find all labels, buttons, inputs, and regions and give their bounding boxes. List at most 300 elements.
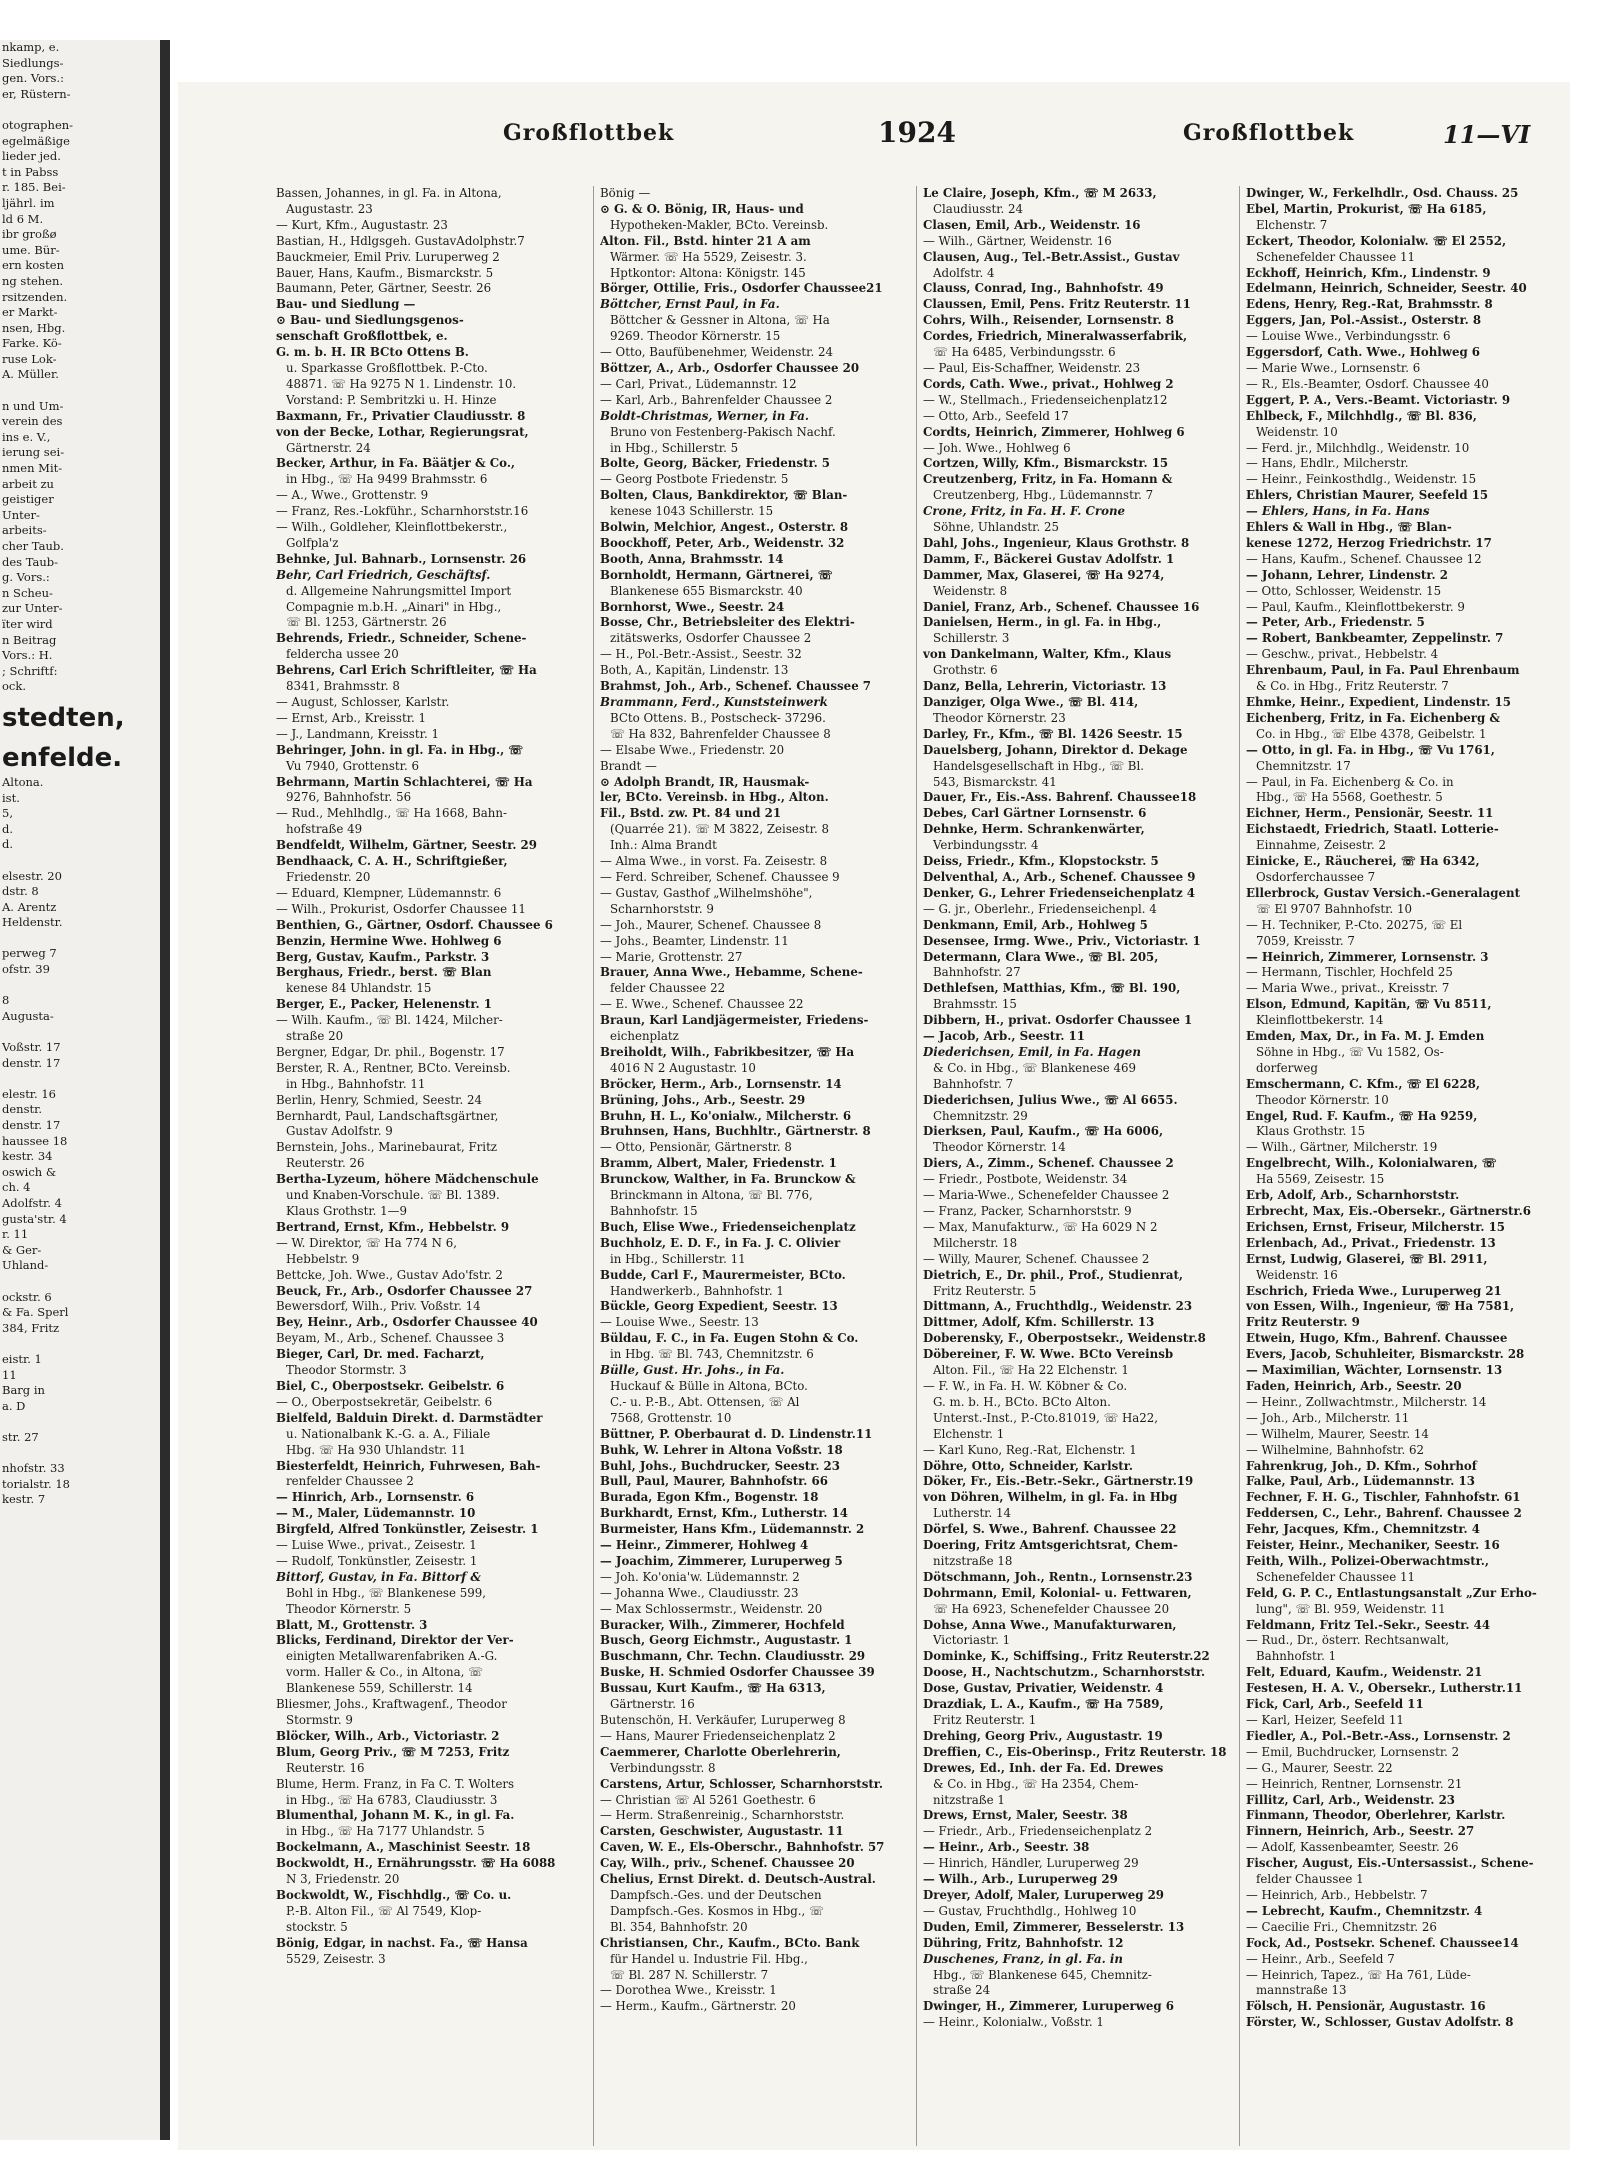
- directory-entry: Eichstaedt, Friedrich, Staatl. Lotterie-: [1246, 822, 1499, 837]
- directory-entry: renfelder Chaussee 2: [286, 1474, 414, 1489]
- directory-entry: Blum, Georg Priv., ☏ M 7253, Fritz: [276, 1744, 510, 1759]
- page-header: [178, 82, 1570, 154]
- directory-entry: Hbg., ☏ Blankenese 645, Chemnitz-: [933, 1967, 1152, 1982]
- left-strip-line: ierung sei-: [2, 445, 65, 460]
- directory-entry: — Kurt, Kfm., Augustastr. 23: [276, 217, 448, 232]
- directory-entry: und Knaben-Vorschule. ☏ Bl. 1389.: [286, 1188, 500, 1203]
- directory-entry: Festesen, H. A. V., Obersekr., Lutherstr.11: [1246, 1681, 1523, 1696]
- left-strip-line: cher Taub.: [2, 539, 64, 553]
- directory-entry: — Hans, Ehdlr., Milcherstr.: [1246, 456, 1409, 471]
- directory-entry: Bassen, Johannes, in gl. Fa. in Altona,: [276, 186, 502, 200]
- directory-entry: Huckauf & Bülle in Altona, BCto.: [610, 1378, 808, 1393]
- left-strip-line: Heldenstr.: [2, 915, 63, 930]
- directory-entry: Dahl, Johs., Ingenieur, Klaus Grothstr. 8: [923, 535, 1190, 550]
- directory-entry: Felt, Eduard, Kaufm., Weidenstr. 21: [1246, 1665, 1483, 1680]
- directory-entry: Bauer, Hans, Kaufm., Bismarckstr. 5: [276, 265, 494, 280]
- directory-entry: Bülle, Gust. Hr. Johs., in Fa.: [600, 1363, 785, 1378]
- directory-entry: — Otto, Baufübenehmer, Weidenstr. 24: [600, 345, 833, 360]
- directory-entry: Eckert, Theodor, Kolonialw. ☏ El 2552,: [1246, 233, 1507, 248]
- left-strip-line: arbeit zu: [2, 476, 54, 491]
- directory-entry: — Rud., Dr., österr. Rechtsanwalt,: [1246, 1633, 1450, 1648]
- directory-entry: Bröcker, Herm., Arb., Lornsenstr. 14: [600, 1076, 842, 1091]
- directory-entry: Fahrenkrug, Joh., D. Kfm., Sohrhof: [1246, 1458, 1477, 1473]
- header-right-place: Großflottbek: [1183, 120, 1355, 146]
- directory-entry: Dwinger, W., Ferkelhdlr., Osd. Chauss. 25: [1246, 186, 1519, 200]
- directory-entry: hofstraße 49: [286, 822, 363, 837]
- directory-entry: Handelsgesellschaft in Hbg., ☏ Bl.: [933, 758, 1144, 773]
- directory-entry: Cords, Cath. Wwe., privat., Hohlweg 2: [923, 376, 1174, 391]
- directory-entry: feldercha ussee 20: [286, 647, 399, 662]
- left-strip-line: r. 11: [2, 1227, 29, 1242]
- directory-entry: Drews, Ernst, Maler, Seestr. 38: [923, 1808, 1128, 1823]
- directory-entry: Friedenstr. 20: [286, 869, 371, 884]
- directory-entry: Bahnhofstr. 27: [933, 965, 1021, 980]
- directory-entry: Wärmer. ☏ Ha 5529, Zeisestr. 3.: [610, 249, 807, 264]
- directory-entry: Chelius, Ernst Direkt. d. Deutsch-Austral.: [600, 1872, 876, 1887]
- left-strip-line: nmen Mit-: [2, 461, 63, 476]
- directory-entry: — G., Maurer, Seestr. 22: [1246, 1760, 1393, 1775]
- directory-entry: Feister, Heinr., Mechaniker, Seestr. 16: [1246, 1538, 1500, 1553]
- directory-entry: — Wilh., Arb., Luruperweg 29: [923, 1872, 1118, 1887]
- directory-entry: Bornhorst, Wwe., Seestr. 24: [600, 599, 785, 614]
- directory-entry: — Wilh., Prokurist, Osdorfer Chaussee 11: [276, 901, 526, 916]
- directory-entry: Clauss, Conrad, Ing., Bahnhofstr. 49: [923, 281, 1164, 296]
- directory-entry: Berlin, Henry, Schmied, Seestr. 24: [276, 1092, 483, 1107]
- left-strip-line: Siedlungs-: [2, 55, 64, 70]
- directory-entry: Dampfsch.-Ges. Kosmos in Hbg., ☏: [610, 1903, 824, 1918]
- directory-entry: Gustav Adolfstr. 9: [286, 1124, 393, 1139]
- left-strip-line: Augusta-: [2, 1008, 54, 1023]
- left-strip-line: lieder jed.: [2, 149, 61, 164]
- directory-entry: C.- u. P.-B., Abt. Ottensen, ☏ Al: [610, 1394, 800, 1409]
- directory-entry: Emden, Max, Dr., in Fa. M. J. Emden: [1246, 1029, 1485, 1044]
- directory-entry: Brinckmann in Altona, ☏ Bl. 776,: [610, 1188, 813, 1203]
- left-strip-line: torialstr. 18: [2, 1476, 70, 1491]
- directory-entry: Fritz Reuterstr. 5: [933, 1283, 1037, 1298]
- directory-entry: Carsten, Geschwister, Augustastr. 11: [600, 1824, 844, 1839]
- directory-entry: Vorstand: P. Sembritzki u. H. Hinze: [286, 392, 497, 407]
- directory-entry: Milcherstr. 18: [933, 1235, 1018, 1250]
- left-strip-line: rsitzenden.: [2, 289, 68, 304]
- directory-entry: Bauckmeier, Emil Priv. Luruperweg 2: [276, 249, 500, 264]
- left-strip-line: nsen, Hbg.: [2, 320, 66, 335]
- left-strip-line: kestr. 7: [2, 1492, 46, 1507]
- directory-entry: Buhk, W. Lehrer in Altona Voßstr. 18: [600, 1442, 843, 1457]
- directory-entry: Feith, Wilh., Polizei-Oberwachtmstr.,: [1246, 1553, 1489, 1568]
- left-strip-line: gusta'str. 4: [2, 1211, 67, 1226]
- directory-entry: Benthien, G., Gärtner, Osdorf. Chaussee 6: [276, 917, 553, 932]
- directory-entry: Doose, H., Nachtschutzm., Scharnhorststr.: [923, 1665, 1206, 1680]
- directory-entry: — Rud., Mehlhdlg., ☏ Ha 1668, Bahn-: [276, 806, 507, 821]
- directory-entry: zitätswerks, Osdorfer Chaussee 2: [610, 631, 812, 646]
- directory-entry: Behnke, Jul. Bahnarb., Lornsenstr. 26: [276, 551, 527, 566]
- directory-entry: Bielfeld, Balduin Direkt. d. Darmstädter: [276, 1410, 543, 1425]
- left-strip-line: oswich &: [2, 1164, 57, 1179]
- directory-entry: — F. W., in Fa. H. W. Köbner & Co.: [923, 1378, 1128, 1393]
- left-strip-line: verein des: [2, 414, 63, 429]
- directory-entry: Feddersen, C., Lehr., Bahrenf. Chaussee 2: [1246, 1506, 1522, 1521]
- directory-entry: Victoriastr. 1: [933, 1633, 1011, 1648]
- directory-entry: in Hbg., Schillerstr. 5: [610, 440, 739, 455]
- directory-entry: Hbg., ☏ Ha 5568, Goethestr. 5: [1256, 790, 1443, 805]
- directory-entry: Eggers, Jan, Pol.-Assist., Osterstr. 8: [1246, 313, 1482, 328]
- directory-entry: Dörfel, S. Wwe., Bahrenf. Chaussee 22: [923, 1522, 1177, 1537]
- directory-entry: — O., Oberpostsekretär, Geibelstr. 6: [276, 1394, 493, 1409]
- directory-entry: Dauelsberg, Johann, Direktor d. Dekage: [923, 742, 1188, 757]
- directory-entry: Buchholz, E. D. F., in Fa. J. C. Olivier: [600, 1235, 841, 1250]
- left-strip-line: des Taub-: [2, 554, 59, 569]
- directory-entry: Bönig —: [600, 186, 651, 200]
- directory-entry: Daniel, Franz, Arb., Schenef. Chaussee 16: [923, 599, 1200, 614]
- directory-entry: — H., Pol.-Betr.-Assist., Seestr. 32: [600, 647, 802, 662]
- directory-entry: — Joh. Ko'onia'w. Lüdemannstr. 2: [600, 1569, 800, 1584]
- directory-entry: Ehlbeck, F., Milchhdlg., ☏ Bl. 836,: [1246, 408, 1477, 423]
- directory-entry: Handwerkerb., Bahnhofstr. 1: [610, 1283, 784, 1298]
- directory-entry: (Quarrée 21). ☏ M 3822, Zeisestr. 8: [610, 822, 829, 837]
- directory-entry: — Heinrich, Arb., Hebbelstr. 7: [1246, 1887, 1428, 1902]
- directory-entry: Bergner, Edgar, Dr. phil., Bogenstr. 17: [276, 1044, 505, 1059]
- directory-entry: 4016 N 2 Augustastr. 10: [610, 1060, 756, 1075]
- directory-entry: Bewersdorf, Wilh., Priv. Voßstr. 14: [276, 1299, 481, 1314]
- directory-entry: — Wilh. Kaufm., ☏ Bl. 1424, Milcher-: [276, 1013, 503, 1028]
- directory-entry: in Hbg., ☏ Ha 6783, Claudiusstr. 3: [286, 1792, 498, 1807]
- directory-entry: Compagnie m.b.H. „Ainari" in Hbg.,: [286, 599, 502, 614]
- directory-entry: — G. jr., Oberlehr., Friedenseichenpl. 4: [923, 901, 1157, 916]
- directory-entry: — Caecilie Fri., Chemnitzstr. 26: [1246, 1919, 1437, 1934]
- directory-entry: Fillitz, Carl, Arb., Weidenstr. 23: [1246, 1792, 1456, 1807]
- directory-entry: Fölsch, H. Pensionär, Augustastr. 16: [1246, 1999, 1486, 2014]
- directory-entry: Berghaus, Friedr., berst. ☏ Blan: [276, 965, 492, 980]
- directory-column-1: [270, 186, 593, 2146]
- left-strip-line: er Markt-: [2, 305, 58, 320]
- directory-entry: Blöcker, Wilh., Arb., Victoriastr. 2: [276, 1728, 500, 1743]
- directory-entry: — Friedr., Arb., Friedenseichenplatz 2: [923, 1824, 1153, 1839]
- directory-entry: — Christian ☏ Al 5261 Goethestr. 6: [600, 1792, 816, 1807]
- directory-entry: Brunckow, Walther, in Fa. Brunckow &: [600, 1172, 856, 1187]
- directory-entry: Claudiusstr. 24: [933, 201, 1024, 216]
- directory-entry: Bahnhofstr. 7: [933, 1076, 1014, 1091]
- directory-entry: — Karl, Arb., Bahrenfelder Chaussee 2: [600, 392, 833, 407]
- directory-entry: Burmeister, Hans Kfm., Lüdemannstr. 2: [600, 1522, 865, 1537]
- directory-entry: Fischer, August, Eis.-Untersassist., Schene-: [1246, 1856, 1534, 1871]
- directory-entry: Gärtnerstr. 16: [610, 1697, 695, 1712]
- directory-entry: Bahnhofstr. 1: [1256, 1649, 1337, 1664]
- directory-entry: Theodor Körnerstr. 5: [286, 1601, 412, 1616]
- directory-entry: — Adolf, Kassenbeamter, Seestr. 26: [1246, 1840, 1459, 1855]
- directory-entry: — Heinrich, Tapez., ☏ Ha 761, Lüde-: [1246, 1967, 1471, 1982]
- left-strip-line: [0, 978, 160, 994]
- directory-entry: einigten Metallwarenfabriken A.-G.: [286, 1649, 498, 1664]
- directory-entry: Ehlers & Wall in Hbg., ☏ Blan-: [1246, 520, 1452, 535]
- directory-entry: — Joh., Arb., Milcherstr. 11: [1246, 1410, 1410, 1425]
- directory-entry: felder Chaussee 22: [610, 981, 726, 996]
- directory-entry: 7568, Grottenstr. 10: [610, 1410, 732, 1425]
- directory-entry: Bückle, Georg Expedient, Seestr. 13: [600, 1299, 838, 1314]
- directory-entry: Finmann, Theodor, Oberlehrer, Karlstr.: [1246, 1808, 1506, 1823]
- directory-entry: Döbereiner, F. W. Wwe. BCto Vereinsb: [923, 1347, 1174, 1362]
- left-strip-line: [0, 102, 160, 118]
- left-strip-line: t in Pabss: [2, 164, 59, 179]
- directory-entry: Fick, Carl, Arb., Seefeld 11: [1246, 1697, 1424, 1712]
- directory-entry: Drazdiak, L. A., Kaufm., ☏ Ha 7589,: [923, 1697, 1164, 1712]
- left-strip-line: 5,: [2, 806, 13, 821]
- left-strip-line: otographen-: [2, 117, 74, 132]
- directory-entry: stockstr. 5: [286, 1919, 348, 1934]
- directory-entry: — Louise Wwe., Verbindungsstr. 6: [1246, 329, 1451, 344]
- directory-entry: Bornholdt, Hermann, Gärtnerei, ☏: [600, 567, 833, 582]
- directory-entry: Cortzen, Willy, Kfm., Bismarckstr. 15: [923, 456, 1169, 471]
- directory-entry: Bahnhofstr. 15: [610, 1204, 698, 1218]
- directory-entry: Buhl, Johs., Buchdrucker, Seestr. 23: [600, 1458, 840, 1473]
- left-strip-line: perweg 7: [2, 946, 57, 961]
- left-strip-line: n und Um-: [2, 398, 64, 413]
- directory-entry: Bruhn, H. L., Ko'onialw., Milcherstr. 6: [600, 1108, 852, 1123]
- directory-entry: — Elsabe Wwe., Friedenstr. 20: [600, 742, 785, 757]
- directory-entry: Schenefelder Chaussee 11: [1256, 1569, 1415, 1584]
- directory-entry: — Joh., Maurer, Schenef. Chaussee 8: [600, 917, 822, 932]
- directory-entry: Brahmst, Joh., Arb., Schenef. Chaussee 7: [600, 679, 872, 694]
- directory-entry: — Wilhelm, Maurer, Seestr. 14: [1246, 1426, 1429, 1441]
- directory-entry: Engelbrecht, Wilh., Kolonialwaren, ☏: [1246, 1156, 1497, 1171]
- directory-entry: Ha 5569, Zeisestr. 15: [1256, 1172, 1385, 1187]
- directory-entry: Dominke, K., Schiffsing., Fritz Reuterstr.22: [923, 1649, 1210, 1664]
- directory-entry: — Herm. Straßenreinig., Scharnhorststr.: [600, 1808, 845, 1823]
- left-strip-line: n Scheu-: [2, 585, 53, 600]
- directory-entry: Beyam, M., Arb., Schenef. Chaussee 3: [276, 1331, 505, 1346]
- directory-entry: Bolten, Claus, Bankdirektor, ☏ Blan-: [600, 488, 848, 503]
- directory-entry: Böttcher, Ernst Paul, in Fa.: [600, 297, 780, 312]
- directory-entry: Bolwin, Melchior, Angest., Osterstr. 8: [600, 520, 849, 535]
- directory-entry: Eckhoff, Heinrich, Kfm., Lindenstr. 9: [1246, 265, 1491, 280]
- directory-entry: Biesterfeldt, Heinrich, Fuhrwesen, Bah-: [276, 1458, 541, 1473]
- directory-entry: Eichner, Herm., Pensionär, Seestr. 11: [1246, 806, 1494, 821]
- directory-entry: Busch, Georg Eichmstr., Augustastr. 1: [600, 1633, 853, 1648]
- directory-entry: Börger, Ottilie, Fris., Osdorfer Chaussee21: [600, 281, 883, 296]
- directory-entry: — Johanna Wwe., Claudiusstr. 23: [600, 1585, 799, 1600]
- directory-entry: Becker, Arthur, in Fa. Bäätjer & Co.,: [276, 456, 516, 471]
- left-strip-line: Barg in: [2, 1383, 45, 1398]
- directory-entry: Debes, Carl Gärtner Lornsenstr. 6: [923, 806, 1147, 821]
- directory-entry: Dittmer, Adolf, Kfm. Schillerstr. 13: [923, 1315, 1155, 1330]
- directory-entry: Erlenbach, Ad., Privat., Friedenstr. 13: [1246, 1235, 1496, 1250]
- directory-entry: Buracker, Wilh., Zimmerer, Hochfeld: [600, 1617, 845, 1632]
- directory-entry: — Geschw., privat., Hebbelstr. 4: [1246, 647, 1439, 662]
- directory-entry: Bertrand, Ernst, Kfm., Hebbelstr. 9: [276, 1219, 510, 1234]
- directory-entry: Brahmsstr. 15: [933, 997, 1017, 1012]
- left-strip-line: nhofstr. 33: [2, 1461, 65, 1476]
- directory-entry: Bliesmer, Johs., Kraftwagenf., Theodor: [276, 1697, 507, 1712]
- directory-entry: Bl. 354, Bahnhofstr. 20: [610, 1919, 748, 1934]
- directory-entry: ☏ Ha 6485, Verbindungsstr. 6: [933, 345, 1116, 360]
- directory-entry: — Karl Kuno, Reg.-Rat, Elchenstr. 1: [923, 1442, 1137, 1457]
- directory-entry: straße 20: [286, 1029, 344, 1044]
- directory-entry: Buschmann, Chr. Techn. Claudiusstr. 29: [600, 1649, 866, 1664]
- directory-entry: 7059, Kreisstr. 7: [1256, 933, 1355, 948]
- directory-entry: kenese 84 Uhlandstr. 15: [286, 981, 432, 996]
- directory-entry: Brandt —: [600, 758, 657, 773]
- directory-entry: — Franz, Packer, Scharnhorststr. 9: [923, 1204, 1132, 1218]
- directory-entry: dorferweg: [1256, 1060, 1318, 1075]
- directory-entry: Bendhaack, C. A. H., Schriftgießer,: [276, 854, 508, 869]
- directory-entry: Ehrenbaum, Paul, in Fa. Paul Ehrenbaum: [1246, 663, 1520, 678]
- left-strip-line: d.: [2, 837, 14, 852]
- directory-entry: Doberensky, F., Oberpostsekr., Weidenstr.8: [923, 1331, 1206, 1346]
- directory-entry: 5529, Zeisestr. 3: [286, 1951, 386, 1966]
- directory-entry: für Handel u. Industrie Fil. Hbg.,: [610, 1951, 808, 1966]
- directory-entry: Bolte, Georg, Bäcker, Friedenstr. 5: [600, 456, 831, 471]
- directory-entry: Cohrs, Wilh., Reisender, Lornsenstr. 8: [923, 313, 1174, 328]
- left-strip-line: [0, 1071, 160, 1087]
- directory-entry: Dreffien, C., Eis-Oberinsp., Fritz Reuterstr. 18: [923, 1744, 1227, 1759]
- directory-entry: — Peter, Arb., Friedenstr. 5: [1246, 615, 1425, 630]
- directory-entry: Behringer, John. in gl. Fa. in Hbg., ☏: [276, 742, 524, 757]
- directory-entry: Burada, Egon Kfm., Bogenstr. 18: [600, 1490, 819, 1505]
- directory-entry: Dibbern, H., privat. Osdorfer Chaussee 1: [923, 1013, 1193, 1028]
- directory-entry: Böttcher & Gessner in Altona, ☏ Ha: [610, 313, 830, 328]
- directory-entry: Booth, Anna, Brahmsstr. 14: [600, 551, 784, 566]
- directory-entry: ☏ Ha 6923, Schenefelder Chaussee 20: [933, 1601, 1170, 1616]
- left-strip-line: haussee 18: [2, 1133, 68, 1148]
- directory-entry: Cordes, Friedrich, Mineralwasserfabrik,: [923, 329, 1188, 344]
- left-strip-line: ld 6 M.: [2, 211, 44, 226]
- directory-entry: Bertha-Lyzeum, höhere Mädchenschule: [276, 1172, 539, 1187]
- directory-entry: Crone, Fritz, in Fa. H. F. Crone: [923, 504, 1126, 519]
- directory-entry: Lutherstr. 14: [933, 1506, 1012, 1521]
- directory-entry: Dammer, Max, Glaserei, ☏ Ha 9274,: [923, 567, 1165, 582]
- directory-entry: Ebel, Martin, Prokurist, ☏ Ha 6185,: [1246, 201, 1487, 216]
- directory-entry: in Hbg., ☏ Ha 9499 Brahmsstr. 6: [286, 472, 488, 487]
- left-strip-line: ock.: [2, 679, 26, 694]
- directory-entry: Vu 7940, Grottenstr. 6: [286, 758, 420, 773]
- directory-entry: Brauer, Anna Wwe., Hebamme, Schene-: [600, 965, 863, 980]
- directory-entry: ☏ Bl. 287 N. Schillerstr. 7: [610, 1967, 769, 1982]
- directory-entry: Dreyer, Adolf, Maler, Luruperweg 29: [923, 1887, 1164, 1902]
- directory-entry: Berg, Gustav, Kaufm., Parkstr. 3: [276, 949, 490, 964]
- directory-entry: — W. Direktor, ☏ Ha 774 N 6,: [276, 1235, 457, 1250]
- directory-entry: — J., Landmann, Kreisstr. 1: [276, 726, 439, 741]
- left-strip-line: Uhland-: [2, 1258, 49, 1273]
- directory-entry: Schillerstr. 3: [933, 631, 1010, 646]
- directory-entry: Etwein, Hugo, Kfm., Bahrenf. Chaussee: [1246, 1331, 1508, 1346]
- directory-entry: — Heinr., Zollwachtmstr., Milcherstr. 14: [1246, 1394, 1487, 1409]
- directory-entry: Hbg. ☏ Ha 930 Uhlandstr. 11: [286, 1442, 466, 1457]
- directory-entry: Doering, Fritz Amtsgerichtsrat, Chem-: [923, 1538, 1178, 1553]
- directory-entry: Edens, Henry, Reg.-Rat, Brahmsstr. 8: [1246, 297, 1493, 312]
- directory-entry: in Hbg., Schillerstr. 11: [610, 1251, 746, 1266]
- directory-entry: — Hermann, Tischler, Hochfeld 25: [1246, 965, 1453, 980]
- left-strip-line: Unter-: [2, 507, 40, 522]
- directory-entry: Clasen, Emil, Arb., Weidenstr. 16: [923, 217, 1141, 232]
- directory-entry: Caemmerer, Charlotte Oberlehrerin,: [600, 1744, 841, 1759]
- directory-entry: Cay, Wilh., priv., Schenef. Chaussee 20: [600, 1856, 855, 1871]
- directory-entry: — Luise Wwe., privat., Zeisestr. 1: [276, 1538, 477, 1553]
- directory-entry: Stormstr. 9: [286, 1713, 353, 1727]
- left-strip-line: denstr.: [2, 1102, 42, 1117]
- directory-entry: Budde, Carl F., Maurermeister, BCto.: [600, 1267, 846, 1282]
- directory-entry: Delventhal, A., Arb., Schenef. Chaussee 9: [923, 869, 1196, 884]
- directory-entry: Drehing, Georg Priv., Augustastr. 19: [923, 1728, 1163, 1743]
- directory-entry: Bussau, Kurt Kaufm., ☏ Ha 6313,: [600, 1681, 826, 1696]
- directory-entry: — Herm., Kaufm., Gärtnerstr. 20: [600, 1999, 796, 2014]
- directory-entry: Kleinflottbekerstr. 14: [1256, 1013, 1384, 1028]
- directory-entry: — W., Stellmach., Friedenseichenplatz12: [923, 392, 1168, 407]
- directory-entry: Eschrich, Frieda Wwe., Luruperweg 21: [1246, 1283, 1502, 1298]
- directory-entry: Christiansen, Chr., Kaufm., BCto. Bank: [600, 1935, 860, 1950]
- directory-entry: Elchenstr. 1: [933, 1426, 1005, 1441]
- directory-entry: Gärtnerstr. 24: [286, 440, 371, 455]
- directory-entry: Deiss, Friedr., Kfm., Klopstockstr. 5: [923, 854, 1159, 869]
- directory-entry: 9269. Theodor Körnerstr. 15: [610, 329, 781, 344]
- left-strip-line: ; Schriftf:: [2, 663, 58, 678]
- directory-entry: Behr, Carl Friedrich, Geschäftsf.: [276, 567, 491, 582]
- directory-entry: — Lebrecht, Kaufm., Chemnitzstr. 4: [1246, 1903, 1483, 1918]
- directory-entry: in Hbg., ☏ Ha 7177 Uhlandstr. 5: [286, 1824, 485, 1839]
- directory-entry: 8341, Brahmsstr. 8: [286, 679, 400, 694]
- left-strip-line: [0, 853, 160, 869]
- directory-entry: Dose, Gustav, Privatier, Weidenstr. 4: [923, 1681, 1164, 1696]
- directory-entry: Hypotheken-Makler, BCto. Vereinsb.: [610, 217, 829, 232]
- directory-entry: Behrends, Friedr., Schneider, Schene-: [276, 631, 527, 646]
- left-strip-line: ofstr. 39: [2, 962, 50, 977]
- directory-entry: — Robert, Bankbeamter, Zeppelinstr. 7: [1246, 631, 1504, 646]
- left-strip-line: ins e. V.,: [2, 429, 51, 444]
- directory-entry: von der Becke, Lothar, Regierungsrat,: [276, 424, 529, 439]
- left-strip-line: [0, 1336, 160, 1352]
- left-strip-line: 8: [2, 993, 10, 1008]
- directory-entry: Bettcke, Joh. Wwe., Gustav Ado'fstr. 2: [276, 1267, 503, 1282]
- directory-entry: Adolfstr. 4: [933, 265, 995, 280]
- left-strip-line: elsestr. 20: [2, 868, 62, 883]
- directory-entry: ⊙ Bau- und Siedlungsgenos-: [276, 313, 464, 328]
- directory-entry: — Heinrich, Zimmerer, Lornsenstr. 3: [1246, 949, 1489, 964]
- directory-entry: Danz, Bella, Lehrerin, Victoriastr. 13: [923, 679, 1167, 694]
- left-strip-line: d.: [2, 821, 14, 836]
- directory-entry: Baumann, Peter, Gärtner, Seestr. 26: [276, 281, 492, 296]
- directory-entry: — H. Techniker, P.-Cto. 20275, ☏ El: [1246, 917, 1463, 932]
- directory-entry: Chemnitzstr. 17: [1256, 758, 1351, 773]
- directory-entry: Eggert, P. A., Vers.-Beamt. Victoriastr. 9: [1246, 392, 1511, 407]
- directory-entry: — Hinrich, Händler, Luruperweg 29: [923, 1856, 1139, 1871]
- directory-entry: Döker, Fr., Eis.-Betr.-Sekr., Gärtnerstr.19: [923, 1474, 1194, 1489]
- left-strip-line: egelmäßige: [2, 133, 70, 148]
- directory-entry: — Maria Wwe., privat., Kreisstr. 7: [1246, 981, 1450, 996]
- left-strip-line: ist.: [2, 790, 20, 805]
- directory-entry: — Heinrich, Rentner, Lornsenstr. 21: [1246, 1776, 1463, 1791]
- directory-entry: Ehmke, Heinr., Expedient, Lindenstr. 15: [1246, 695, 1511, 709]
- directory-entry: Berger, E., Packer, Helenenstr. 1: [276, 997, 492, 1012]
- directory-entry: Clausen, Aug., Tel.-Betr.Assist., Gustav: [923, 249, 1180, 264]
- directory-entry: Golfpla'z: [286, 535, 339, 550]
- directory-entry: Burkhardt, Ernst, Kfm., Lutherstr. 14: [600, 1506, 848, 1521]
- directory-entry: Beuck, Fr., Arb., Osdorfer Chaussee 27: [276, 1283, 533, 1298]
- directory-columns: [270, 186, 1570, 2146]
- directory-entry: Diederichsen, Julius Wwe., ☏ Al 6655.: [923, 1092, 1178, 1107]
- directory-entry: Fritz Reuterstr. 1: [933, 1713, 1037, 1727]
- page-number: 11—VI: [1443, 120, 1531, 149]
- directory-entry: Carstens, Artur, Schlosser, Scharnhorststr.: [600, 1776, 884, 1791]
- left-strip-line: [0, 1445, 160, 1461]
- directory-entry: — E. Wwe., Schenef. Chaussee 22: [600, 997, 804, 1012]
- directory-entry: Damm, F., Bäckerei Gustav Adolfstr. 1: [923, 551, 1175, 566]
- directory-entry: Weidenstr. 8: [933, 583, 1008, 598]
- directory-entry: — Franz, Res.-Lokführ., Scharnhorststr.16: [276, 504, 529, 519]
- directory-entry: Bönig, Edgar, in nachst. Fa., ☏ Hansa: [276, 1935, 528, 1950]
- directory-entry: Edelmann, Heinrich, Schneider, Seestr. 40: [1246, 281, 1527, 296]
- left-strip-line: A. Arentz: [2, 899, 57, 914]
- directory-entry: BCto Ottens. B., Postscheck- 37296.: [610, 710, 826, 725]
- directory-entry: G. m. b. H. IR BCto Ottens B.: [276, 345, 469, 360]
- directory-entry: Dohrmann, Emil, Kolonial- u. Fettwaren,: [923, 1585, 1192, 1600]
